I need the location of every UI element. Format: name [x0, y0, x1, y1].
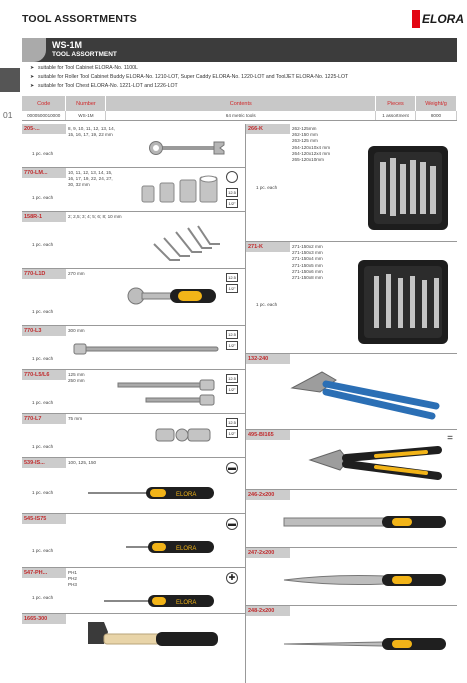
slotted-tip-icon: ▬ [228, 519, 236, 528]
right-column [245, 124, 457, 683]
hammer-icon [82, 618, 222, 652]
header-pieces: Pieces [376, 96, 416, 111]
product-cell [22, 212, 245, 269]
double-line-icon: = [447, 433, 453, 444]
svg-text:ELORA: ELORA [176, 492, 197, 498]
product-code: 248-2x200 [246, 606, 290, 616]
note-item [30, 64, 455, 73]
note-item [30, 82, 455, 91]
drive-badge: 1/2" [226, 429, 238, 438]
ratchet-icon [126, 285, 218, 307]
product-code: 247-2x200 [246, 548, 290, 558]
cell-pieces: 1 assortment [376, 111, 416, 120]
product-cell [22, 414, 245, 458]
product-sizes: 262-125mm 262-150 mm 263-125 mm 264-120x10x4 mm 264-120x12x4 mm 265-120x10mm [292, 126, 331, 163]
product-pieces: 1 pc. each [32, 400, 54, 405]
drive-badge: 1/2" [226, 199, 238, 208]
product-sizes: 100, 125, 150 [68, 460, 97, 465]
product-cell [22, 326, 245, 370]
compatibility-notes [30, 64, 455, 91]
set-code: WS-1M [52, 40, 82, 50]
size-badge: 12.5 [226, 188, 238, 197]
product-pieces: 1 pc. each [32, 151, 54, 156]
product-sizes: 2; 2,5; 3; 4; 5; 6; 8; 10 mm [68, 214, 122, 219]
slotted-screwdriver-icon [86, 484, 216, 502]
summary-table [22, 96, 457, 121]
product-cell [22, 614, 245, 683]
product-code: 539-IS... [22, 458, 66, 468]
product-sizes: PH1 PH2 PH3 [68, 570, 77, 588]
logo-text: ELORA [422, 12, 464, 26]
product-cell [246, 242, 457, 354]
set-subtitle: TOOL ASSORTMENT [52, 51, 117, 58]
product-code: 770-L5/L6 [22, 370, 66, 380]
product-sizes: 271-150x2 mm 271-150x3 mm 271-150x4 mm 271-150x5 mm 271-150x6 mm 271-150x8 mm [292, 244, 323, 281]
product-cell [246, 430, 457, 490]
combination-spanner-icon [148, 140, 226, 156]
cell-number: WS-1M [66, 111, 106, 120]
product-code: 547-PH... [22, 568, 66, 578]
chisel-set-case-icon [364, 142, 452, 234]
slotted-tip-icon: ▬ [228, 463, 236, 472]
svg-text:ELORA: ELORA [176, 600, 197, 606]
phillips-tip-icon: ✚ [226, 572, 238, 584]
size-badge: 12.5 [226, 374, 238, 383]
chapter-number: 01 [3, 110, 13, 120]
flat-file-icon [282, 512, 450, 532]
chapter-tab [0, 68, 20, 92]
product-code: 770-L1D [22, 269, 66, 279]
banner-corner-shape [22, 38, 46, 62]
arrow-icon: ➤ [30, 83, 35, 89]
note-text: suitable for Tool Chest ELORA-No. 1221-LOT and 1226-LOT [38, 83, 178, 89]
product-cell [246, 548, 457, 606]
drive-badge: 1/2" [226, 341, 238, 350]
product-pieces: 1 pc. each [256, 302, 278, 307]
hex-key-set-icon [150, 224, 222, 266]
water-pump-pliers-icon [286, 366, 450, 422]
chapter-sidebar [0, 38, 20, 683]
brand-logo [412, 8, 464, 30]
product-code: 158R-1 [22, 212, 66, 222]
arrow-icon: ➤ [30, 65, 35, 71]
product-pieces: 1 pc. each [32, 309, 54, 314]
product-cell [22, 458, 245, 514]
size-badge: 12.5 [226, 330, 238, 339]
product-cell [22, 124, 245, 168]
drive-circle-icon [226, 171, 238, 183]
product-cell [246, 490, 457, 548]
arrow-icon: ➤ [30, 74, 35, 80]
product-sizes: 75 mm [68, 416, 83, 421]
left-column [22, 124, 245, 683]
product-sizes: 125 mm 250 mm [68, 372, 85, 384]
short-screwdriver-icon [124, 538, 216, 556]
product-code: 1665-300 [22, 614, 66, 624]
product-pieces: 1 pc. each [32, 195, 54, 200]
header-code: Code [22, 96, 66, 111]
banner-bg [22, 38, 457, 62]
product-cell [246, 606, 457, 683]
page-header [0, 0, 467, 36]
cell-code: 0000500010000 [22, 111, 66, 120]
product-code: 545-IS75 [22, 514, 66, 524]
cell-contents: 64 metric tools [106, 111, 376, 120]
header-number: Number [66, 96, 106, 111]
combination-pliers-icon [306, 442, 446, 486]
punch-set-case-icon [354, 256, 452, 348]
product-pieces: 1 pc. each [256, 185, 278, 190]
header-weight: Weight/g [416, 96, 457, 111]
product-code: 495-BI165 [246, 430, 290, 440]
product-code: 266-K [246, 124, 290, 134]
product-pieces: 1 pc. each [32, 595, 54, 600]
note-item [30, 73, 455, 82]
product-pieces: 1 pc. each [32, 548, 54, 553]
product-sizes: 300 mm [68, 328, 85, 333]
product-code: 271-K [246, 242, 290, 252]
half-round-file-icon [282, 570, 450, 590]
product-code: 770-LM... [22, 168, 66, 178]
drive-badge: 1/2" [226, 385, 238, 394]
product-pieces: 1 pc. each [32, 490, 54, 495]
cell-weight: 8000 [416, 111, 457, 120]
universal-joint-icon [154, 424, 212, 446]
sliding-t-bar-icon [72, 342, 220, 356]
product-pieces: 1 pc. each [32, 242, 54, 247]
product-code: 246-2x200 [246, 490, 290, 500]
product-code: 770-L7 [22, 414, 66, 424]
extension-bar-icon [116, 376, 218, 408]
note-text: suitable for Roller Tool Cabinet Buddy ELORA-No. 1210-LOT, Super Caddy ELORA-No. 1220-LOT and ToolJET ELORA-No. 1225-LOT [38, 74, 349, 80]
product-sizes: 8, 9, 10, 11, 12, 13, 14, 15, 16, 17, 19, 22 mm [68, 126, 115, 138]
product-cell [246, 354, 457, 430]
note-text: suitable for Tool Cabinet ELORA-No. 1100L [38, 65, 138, 71]
logo-ribbon-icon [412, 10, 420, 28]
round-file-icon [282, 634, 450, 654]
product-code: 132-240 [246, 354, 290, 364]
product-cell [246, 124, 457, 242]
header-contents: Contents [106, 96, 376, 111]
size-badge: 12.5 [226, 273, 238, 282]
product-sizes: 10, 11, 12, 13, 14, 15, 16, 17, 19, 22, 24, 27, 30, 32 mm [68, 170, 113, 188]
product-cell [22, 168, 245, 212]
product-cell [22, 269, 245, 326]
page-title: TOOL ASSORTMENTS [22, 13, 138, 25]
product-sizes: 270 mm [68, 271, 85, 276]
phillips-screwdriver-icon [102, 592, 216, 610]
product-cell [22, 514, 245, 568]
product-code: 770-L3 [22, 326, 66, 336]
product-code: 205-... [22, 124, 66, 134]
product-pieces: 1 pc. each [32, 356, 54, 361]
product-cell [22, 370, 245, 414]
product-cell [22, 568, 245, 614]
drive-badge: 1/2" [226, 284, 238, 293]
socket-icon [140, 174, 218, 206]
product-pieces: 1 pc. each [32, 444, 54, 449]
svg-text:ELORA: ELORA [176, 546, 197, 552]
size-badge: 12.5 [226, 418, 238, 427]
set-banner [22, 38, 457, 62]
